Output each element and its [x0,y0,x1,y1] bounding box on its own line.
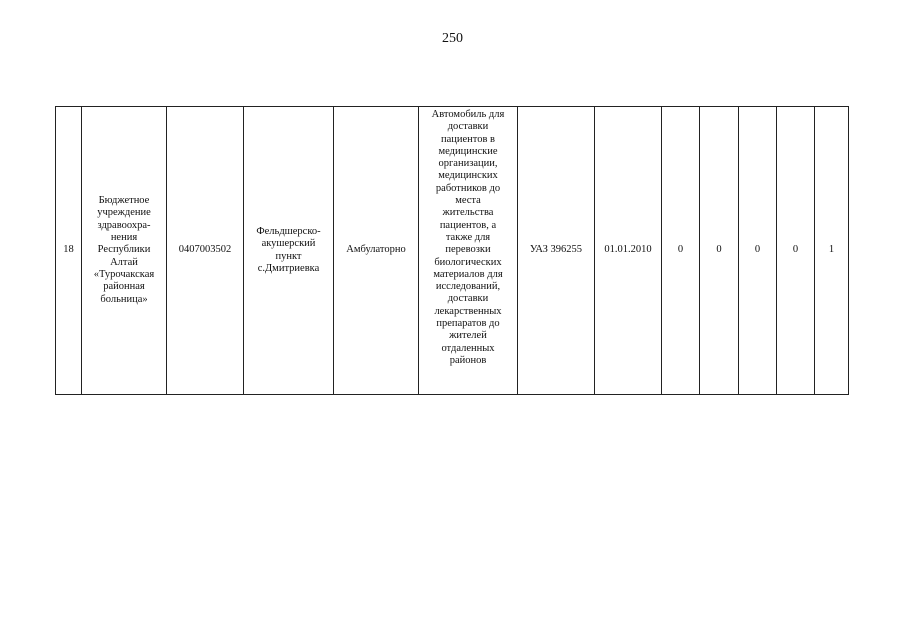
unit-cell: Фельдшерско- акушерский пункт с.Дмитриевка [244,107,334,395]
purpose-cell: Автомобиль для доставки пациентов в медицинские организации, медицинских работников до места жительства пациентов, а также для перевозки биологических материалов для исследований, доставки лекарственных препаратов до жителей отдаленных районов [419,107,518,395]
value-cell-5: 1 [815,107,849,395]
date-cell: 01.01.2010 [595,107,662,395]
vehicle-cell: УАЗ 396255 [518,107,595,395]
organization-cell: Бюджетное учреждение здравоохра- нения Республики Алтай «Турочакская районная больница» [82,107,167,395]
code-cell: 0407003502 [167,107,244,395]
registry-table [55,106,849,395]
table-row [56,107,849,395]
value-cell-1: 0 [662,107,700,395]
care-type-cell: Амбулаторно [334,107,419,395]
value-cell-4: 0 [777,107,815,395]
value-cell-2: 0 [700,107,739,395]
page-number: 250 [442,31,463,46]
value-cell-3: 0 [739,107,777,395]
row-number-cell: 18 [56,107,82,395]
